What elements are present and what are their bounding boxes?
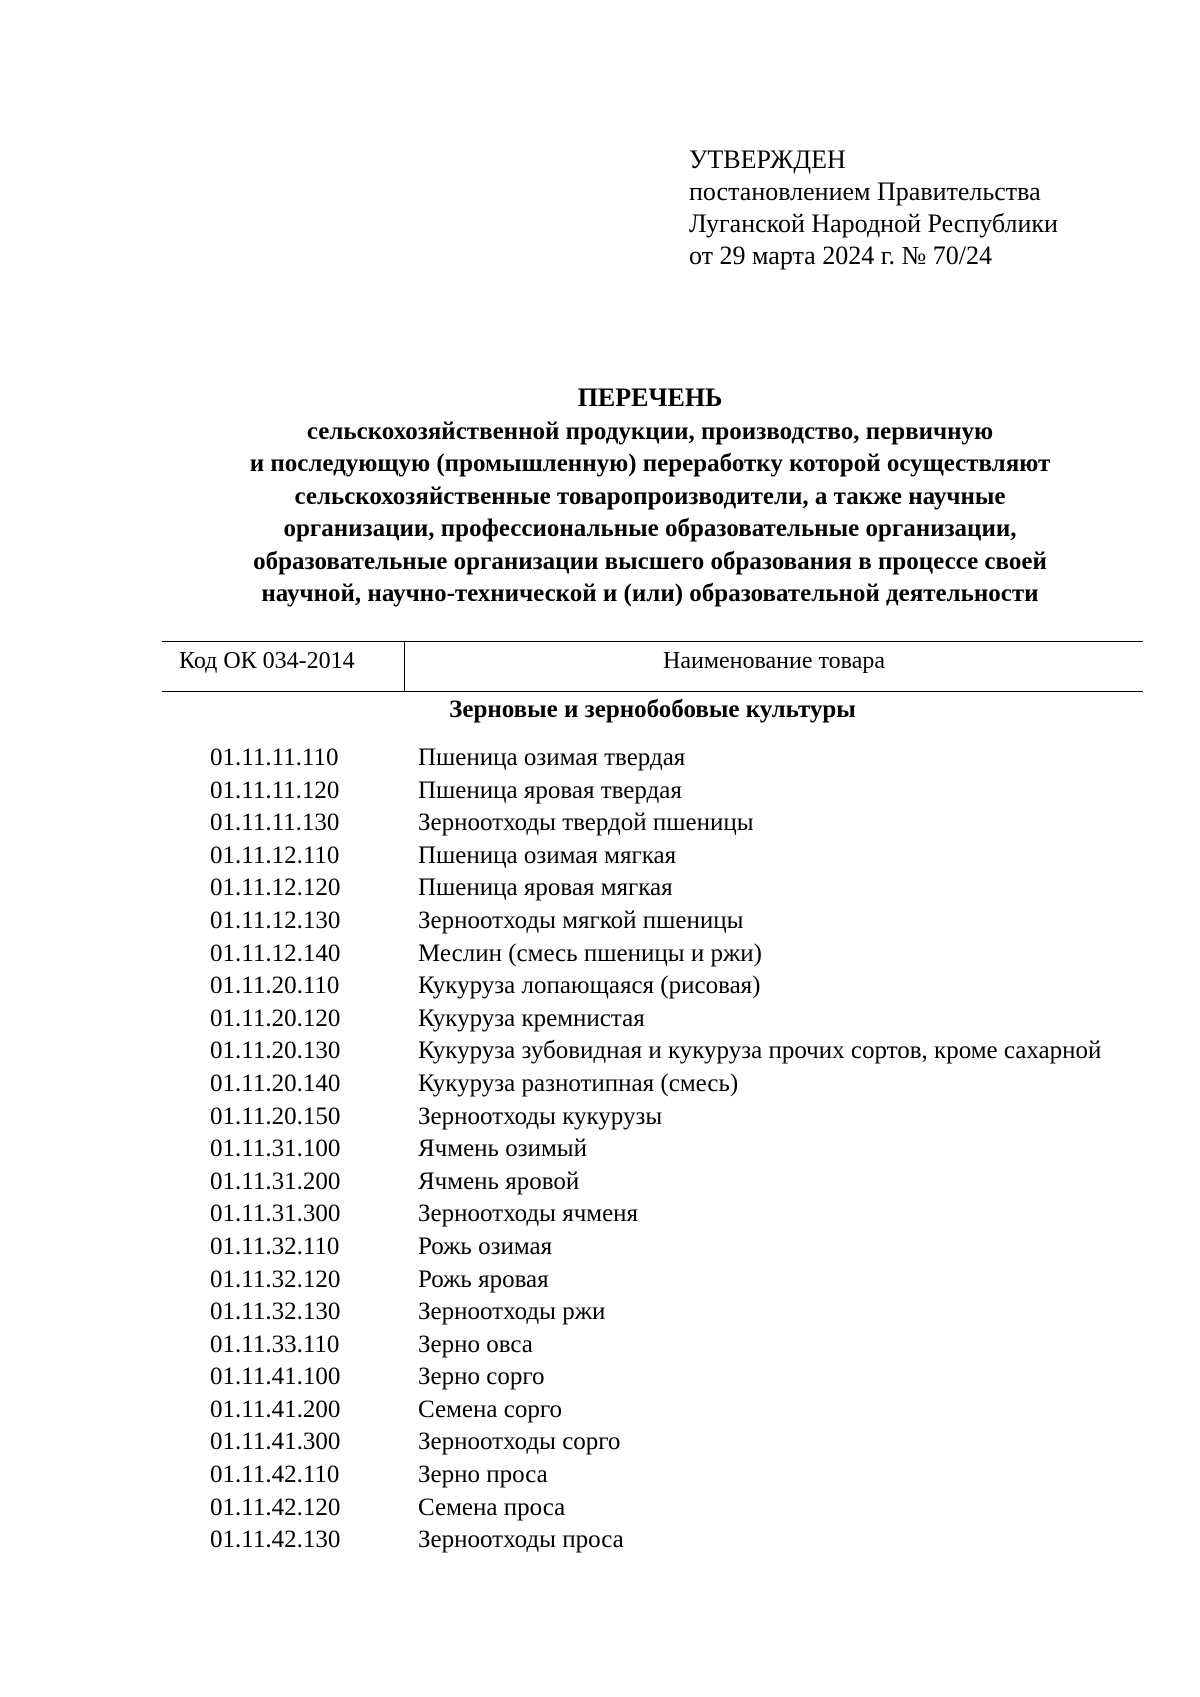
row-code: 01.11.33.110: [210, 1330, 340, 1358]
table-row: [0, 1329, 1200, 1362]
approval-date: от 29 марта 2024 г. № 70/24: [689, 241, 992, 270]
header-name: Наименование товара: [662, 648, 885, 674]
table-row: [0, 1198, 1200, 1231]
table-row: [0, 1492, 1200, 1525]
row-code: 01.11.11.130: [210, 809, 340, 837]
row-code: 01.11.31.200: [210, 1167, 341, 1195]
table-row: [0, 840, 1200, 873]
row-code: 01.11.41.300: [210, 1428, 341, 1456]
document-heading: ПЕРЕЧЕНЬ: [577, 383, 723, 412]
approval-stamp: [689, 144, 1058, 272]
table-row: [0, 1068, 1200, 1101]
row-code: 01.11.31.300: [210, 1200, 341, 1228]
row-code: 01.11.20.110: [210, 972, 340, 1000]
row-code: 01.11.12.120: [210, 874, 341, 902]
row-code: 01.11.20.120: [210, 1004, 341, 1032]
row-code: 01.11.41.100: [210, 1363, 341, 1391]
row-code: 01.11.42.130: [210, 1526, 341, 1554]
row-name: Зерноотходы твердой пшеницы: [418, 809, 754, 837]
title-line: сельскохозяйственной продукции, производство, первичную: [306, 417, 994, 445]
title-line: сельскохозяйственные товаропроизводители, а также научные: [294, 482, 1006, 510]
row-code: 01.11.11.110: [210, 744, 339, 771]
table-row: [0, 970, 1200, 1003]
header-code: Код ОК 034-2014: [162, 642, 405, 691]
row-code: 01.11.12.140: [210, 939, 341, 967]
table-row: [0, 1035, 1200, 1068]
table-row: [0, 1101, 1200, 1134]
row-name: Зерноотходы мягкой пшеницы: [418, 906, 744, 934]
row-name: Семена проса: [418, 1493, 566, 1521]
row-code: 01.11.32.120: [210, 1265, 341, 1293]
title-line: научной, научно-технической и (или) образовательной деятельности: [261, 580, 1039, 607]
table-row: [0, 742, 1200, 775]
document-title: [160, 382, 1140, 611]
approval-line: Луганской Народной Республики: [689, 209, 1058, 238]
title-line: и последующую (промышленную) переработку которой осуществляют: [249, 450, 1051, 477]
row-name: Зерноотходы ржи: [418, 1298, 606, 1326]
row-name: Кукуруза лопающаяся (рисовая): [418, 972, 761, 1000]
title-line: образовательные организации высшего образования в процессе своей: [253, 547, 1047, 575]
approval-title: УТВЕРЖДЕН: [689, 145, 846, 174]
row-name: Кукуруза кремнистая: [418, 1004, 645, 1032]
row-code: 01.11.32.130: [210, 1298, 341, 1326]
table-row: [0, 1133, 1200, 1166]
row-name: Зерноотходы проса: [418, 1526, 624, 1554]
table-row: [0, 1264, 1200, 1297]
approval-line: постановлением Правительства: [689, 177, 1041, 206]
row-code: 01.11.20.150: [210, 1102, 341, 1130]
row-code: 01.11.31.100: [210, 1135, 341, 1163]
row-name: Семена сорго: [418, 1395, 562, 1423]
row-name: Пшеница яровая мягкая: [418, 874, 673, 902]
row-name: Ячмень яровой: [418, 1167, 580, 1195]
row-name: Зерноотходы сорго: [418, 1428, 621, 1456]
table-row: [0, 775, 1200, 808]
row-code: 01.11.42.120: [210, 1493, 341, 1521]
row-name: Зерно проса: [418, 1461, 548, 1489]
row-code: 01.11.11.120: [210, 776, 340, 804]
table-row: [0, 872, 1200, 905]
table-row: [0, 1231, 1200, 1264]
table-row: [0, 1426, 1200, 1459]
table-header: [162, 641, 1143, 692]
row-name: Зерноотходы ячменя: [418, 1200, 639, 1228]
table-row: [0, 1459, 1200, 1492]
table-body: [0, 742, 1200, 1557]
table-row: [0, 1003, 1200, 1036]
row-name: Ячмень озимый: [418, 1135, 587, 1163]
row-name: Кукуруза разнотипная (смесь): [418, 1069, 739, 1097]
row-code: 01.11.20.140: [210, 1069, 341, 1097]
row-name: Пшеница яровая твердая: [418, 776, 682, 804]
row-name: Меслин (смесь пшеницы и ржи): [418, 939, 762, 967]
row-name: Зерно овса: [418, 1330, 533, 1358]
table-row: [0, 1166, 1200, 1199]
table-row: [0, 905, 1200, 938]
row-code: 01.11.41.200: [210, 1395, 341, 1423]
row-name: Пшеница озимая твердая: [418, 744, 686, 771]
row-name: Зерно сорго: [418, 1363, 545, 1391]
table-row: [0, 1524, 1200, 1557]
title-line: организации, профессиональные образовательные организации,: [283, 515, 1017, 542]
row-name: Кукуруза зубовидная и кукуруза прочих сортов, кроме сахарной: [418, 1037, 1102, 1065]
table-row: [0, 1296, 1200, 1329]
table-row: [0, 938, 1200, 971]
row-name: Рожь озимая: [418, 1232, 553, 1260]
row-name: Пшеница озимая мягкая: [418, 841, 677, 869]
section-title: Зерновые и зернобобовые культуры: [449, 696, 856, 723]
row-code: 01.11.42.110: [210, 1461, 340, 1489]
table-row: [0, 1394, 1200, 1427]
table-row: [0, 807, 1200, 840]
row-code: 01.11.12.130: [210, 906, 341, 934]
row-code: 01.11.32.110: [210, 1232, 340, 1260]
row-code: 01.11.12.110: [210, 841, 340, 869]
row-code: 01.11.20.130: [210, 1037, 341, 1065]
table-row: [0, 1361, 1200, 1394]
row-name: Рожь яровая: [418, 1265, 549, 1293]
row-name: Зерноотходы кукурузы: [418, 1102, 663, 1130]
